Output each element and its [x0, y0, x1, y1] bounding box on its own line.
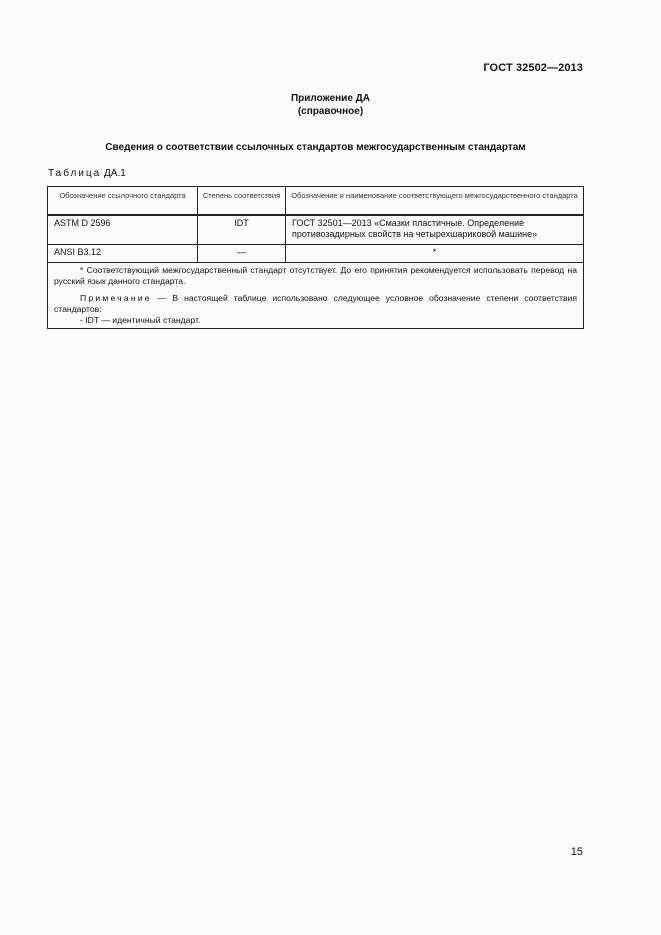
cell-standard: * [286, 245, 584, 263]
header-ref-standard: Обозначение ссылочного стандарта [48, 187, 198, 215]
header-interstate-standard: Обозначение и наименование соответствующего межгосударственного стандарта [286, 187, 584, 215]
table-row [48, 245, 584, 263]
annex-title-block [0, 92, 661, 118]
annex-subtitle: (справочное) [297, 106, 364, 117]
document-code: ГОСТ 32502—2013 [483, 62, 583, 74]
table-row [48, 215, 584, 245]
table-label-word: Таблица [48, 168, 102, 179]
cell-ref: ASTM D 2596 [48, 215, 198, 245]
cell-degree: IDT [198, 215, 286, 245]
header-degree: Степень соответствия [198, 187, 286, 215]
footnote: * Соответствующий межгосударственный стандарт отсутствует. До его принятия рекомендуется использовать перевод на русский язык данного стандарта. [54, 265, 577, 286]
table-header-row [48, 187, 584, 215]
table-label [48, 168, 126, 179]
note-text: — В настоящей таблице использовано следующее условное обозначение степени соответствия стандартов: [54, 293, 577, 314]
note [54, 293, 577, 315]
cell-degree: — [198, 245, 286, 263]
annex-title: Приложение ДА [290, 93, 371, 104]
section-heading: Сведения о соответствии ссылочных стандартов межгосударственным стандартам [105, 142, 526, 153]
table-label-number: ДА.1 [104, 168, 126, 179]
table-notes [48, 263, 584, 329]
page-number: 15 [570, 846, 583, 858]
cell-standard: ГОСТ 32501—2013 «Смазки пластичные. Определение противозадирных свойств на четырехшариковой машине» [286, 215, 584, 245]
cell-ref: ANSI B3.12 [48, 245, 198, 263]
note-label: Примечание [80, 293, 152, 303]
table-notes-row [48, 263, 584, 329]
note-item: - IDT — идентичный стандарт. [80, 315, 201, 325]
standards-table [47, 186, 584, 329]
